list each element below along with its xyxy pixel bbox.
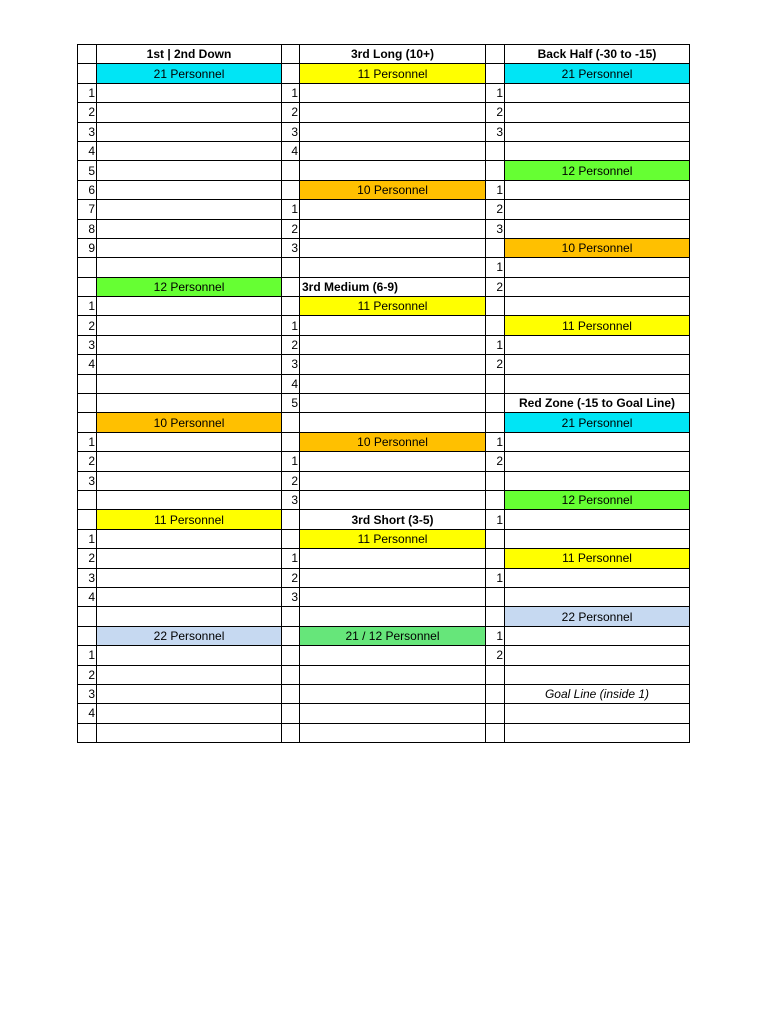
play-number-cell[interactable] bbox=[486, 64, 505, 83]
play-number-cell[interactable]: 1 bbox=[486, 180, 505, 199]
play-entry-cell[interactable] bbox=[505, 355, 690, 374]
play-number-cell[interactable] bbox=[78, 607, 97, 626]
play-entry-cell[interactable] bbox=[97, 607, 282, 626]
sheet-row bbox=[78, 200, 690, 219]
play-number-cell[interactable]: 9 bbox=[78, 238, 97, 257]
play-entry-cell[interactable] bbox=[505, 258, 690, 277]
personnel-group-label[interactable]: 10 Personnel bbox=[505, 238, 690, 257]
personnel-group-label[interactable]: 12 Personnel bbox=[505, 161, 690, 180]
play-number-cell[interactable]: 4 bbox=[282, 374, 300, 393]
play-number-cell[interactable]: 1 bbox=[282, 452, 300, 471]
play-number-cell[interactable] bbox=[78, 413, 97, 432]
play-number-cell[interactable]: 2 bbox=[486, 103, 505, 122]
play-number-cell[interactable]: 2 bbox=[78, 665, 97, 684]
play-entry-cell[interactable] bbox=[505, 529, 690, 548]
play-entry-cell[interactable] bbox=[505, 122, 690, 141]
play-entry-cell[interactable] bbox=[300, 684, 486, 703]
play-number-cell[interactable] bbox=[486, 297, 505, 316]
play-entry-cell[interactable] bbox=[97, 161, 282, 180]
play-number-cell[interactable] bbox=[486, 529, 505, 548]
sheet-row bbox=[78, 64, 690, 83]
play-number-cell[interactable]: 3 bbox=[282, 490, 300, 509]
play-entry-cell[interactable] bbox=[97, 316, 282, 335]
play-entry-cell[interactable] bbox=[300, 161, 486, 180]
personnel-group-label[interactable]: 10 Personnel bbox=[97, 413, 282, 432]
personnel-group-label[interactable]: 11 Personnel bbox=[97, 510, 282, 529]
play-entry-cell[interactable] bbox=[97, 529, 282, 548]
play-number-cell[interactable]: 5 bbox=[78, 161, 97, 180]
play-entry-cell[interactable] bbox=[505, 335, 690, 354]
play-number-cell[interactable]: 1 bbox=[78, 432, 97, 451]
play-number-cell[interactable] bbox=[486, 141, 505, 160]
play-number-cell[interactable] bbox=[282, 665, 300, 684]
play-entry-cell[interactable] bbox=[97, 432, 282, 451]
play-number-cell[interactable] bbox=[486, 471, 505, 490]
play-number-cell[interactable] bbox=[78, 490, 97, 509]
personnel-group-label[interactable]: 11 Personnel bbox=[300, 64, 486, 83]
play-number-cell[interactable]: 1 bbox=[78, 83, 97, 102]
play-entry-cell[interactable] bbox=[505, 180, 690, 199]
sheet-row bbox=[78, 471, 690, 490]
play-number-cell[interactable] bbox=[486, 704, 505, 723]
play-entry-cell[interactable] bbox=[300, 452, 486, 471]
play-entry-cell[interactable] bbox=[97, 684, 282, 703]
sheet-row bbox=[78, 394, 690, 413]
sheet-body bbox=[78, 45, 690, 743]
play-number-cell[interactable]: 2 bbox=[486, 277, 505, 296]
play-number-cell[interactable]: 3 bbox=[78, 335, 97, 354]
play-number-cell[interactable]: 2 bbox=[486, 452, 505, 471]
play-entry-cell[interactable] bbox=[505, 471, 690, 490]
play-number-cell[interactable] bbox=[78, 45, 97, 64]
play-entry-cell[interactable] bbox=[300, 665, 486, 684]
goal-line-label[interactable]: Goal Line (inside 1) bbox=[505, 684, 690, 703]
personnel-group-label[interactable]: 22 Personnel bbox=[97, 626, 282, 645]
play-number-cell[interactable]: 1 bbox=[282, 200, 300, 219]
personnel-group-label[interactable]: 21 / 12 Personnel bbox=[300, 626, 486, 645]
sheet-row bbox=[78, 490, 690, 509]
play-entry-cell[interactable] bbox=[97, 665, 282, 684]
play-entry-cell[interactable] bbox=[300, 394, 486, 413]
play-number-cell[interactable]: 1 bbox=[486, 335, 505, 354]
play-number-cell[interactable] bbox=[282, 529, 300, 548]
sheet-row bbox=[78, 316, 690, 335]
play-entry-cell[interactable] bbox=[505, 103, 690, 122]
personnel-group-label[interactable]: 10 Personnel bbox=[300, 432, 486, 451]
play-entry-cell[interactable] bbox=[300, 723, 486, 742]
play-number-cell[interactable]: 2 bbox=[78, 316, 97, 335]
sheet-row bbox=[78, 626, 690, 645]
play-entry-cell[interactable] bbox=[300, 549, 486, 568]
play-number-cell[interactable]: 3 bbox=[486, 219, 505, 238]
play-number-cell[interactable] bbox=[78, 510, 97, 529]
sheet-row bbox=[78, 103, 690, 122]
play-entry-cell[interactable] bbox=[97, 490, 282, 509]
personnel-group-label[interactable]: 21 Personnel bbox=[97, 64, 282, 83]
play-entry-cell[interactable] bbox=[505, 510, 690, 529]
sheet-row bbox=[78, 122, 690, 141]
play-number-cell[interactable] bbox=[282, 684, 300, 703]
sheet-row bbox=[78, 297, 690, 316]
sheet-row bbox=[78, 413, 690, 432]
play-entry-cell[interactable] bbox=[505, 83, 690, 102]
play-call-sheet bbox=[77, 44, 690, 743]
play-entry-cell[interactable] bbox=[300, 258, 486, 277]
play-number-cell[interactable]: 4 bbox=[78, 141, 97, 160]
play-number-cell[interactable]: 1 bbox=[78, 646, 97, 665]
sheet-row bbox=[78, 45, 690, 64]
play-number-cell[interactable]: 3 bbox=[78, 122, 97, 141]
play-entry-cell[interactable] bbox=[505, 626, 690, 645]
play-entry-cell[interactable] bbox=[97, 238, 282, 257]
play-number-cell[interactable] bbox=[78, 258, 97, 277]
play-number-cell[interactable]: 3 bbox=[486, 122, 505, 141]
play-number-cell[interactable] bbox=[282, 258, 300, 277]
sheet-row bbox=[78, 568, 690, 587]
play-entry-cell[interactable] bbox=[97, 180, 282, 199]
play-number-cell[interactable] bbox=[486, 413, 505, 432]
play-entry-cell[interactable] bbox=[97, 704, 282, 723]
play-entry-cell[interactable] bbox=[300, 200, 486, 219]
play-number-cell[interactable] bbox=[486, 490, 505, 509]
sheet-row bbox=[78, 277, 690, 296]
play-number-cell[interactable] bbox=[486, 684, 505, 703]
play-number-cell[interactable] bbox=[486, 587, 505, 606]
play-number-cell[interactable]: 1 bbox=[486, 83, 505, 102]
play-number-cell[interactable] bbox=[486, 45, 505, 64]
play-entry-cell[interactable] bbox=[97, 549, 282, 568]
play-number-cell[interactable] bbox=[282, 432, 300, 451]
play-number-cell[interactable] bbox=[78, 277, 97, 296]
play-entry-cell[interactable] bbox=[505, 432, 690, 451]
play-number-cell[interactable]: 3 bbox=[282, 355, 300, 374]
play-entry-cell[interactable] bbox=[97, 355, 282, 374]
play-entry-cell[interactable] bbox=[300, 238, 486, 257]
play-entry-cell[interactable] bbox=[300, 704, 486, 723]
play-number-cell[interactable] bbox=[78, 394, 97, 413]
section-header[interactable]: Back Half (-30 to -15) bbox=[505, 45, 690, 64]
play-number-cell[interactable] bbox=[282, 413, 300, 432]
play-number-cell[interactable] bbox=[282, 45, 300, 64]
section-header[interactable]: Red Zone (-15 to Goal Line) bbox=[505, 394, 690, 413]
sheet-row bbox=[78, 549, 690, 568]
play-number-cell[interactable]: 2 bbox=[78, 103, 97, 122]
play-number-cell[interactable]: 4 bbox=[78, 704, 97, 723]
play-entry-cell[interactable] bbox=[300, 219, 486, 238]
play-number-cell[interactable] bbox=[78, 64, 97, 83]
play-number-cell[interactable]: 5 bbox=[282, 394, 300, 413]
sheet-row bbox=[78, 335, 690, 354]
sheet-row bbox=[78, 141, 690, 160]
play-entry-cell[interactable] bbox=[97, 297, 282, 316]
play-entry-cell[interactable] bbox=[97, 200, 282, 219]
play-number-cell[interactable]: 4 bbox=[78, 587, 97, 606]
play-entry-cell[interactable] bbox=[97, 646, 282, 665]
section-header[interactable]: 3rd Short (3-5) bbox=[300, 510, 486, 529]
play-number-cell[interactable] bbox=[486, 161, 505, 180]
play-number-cell[interactable]: 3 bbox=[78, 471, 97, 490]
play-entry-cell[interactable] bbox=[97, 471, 282, 490]
play-number-cell[interactable]: 1 bbox=[78, 529, 97, 548]
play-entry-cell[interactable] bbox=[97, 141, 282, 160]
play-number-cell[interactable]: 1 bbox=[78, 297, 97, 316]
personnel-group-label[interactable]: 21 Personnel bbox=[505, 413, 690, 432]
play-entry-cell[interactable] bbox=[505, 277, 690, 296]
play-entry-cell[interactable] bbox=[300, 607, 486, 626]
play-number-cell[interactable] bbox=[282, 277, 300, 296]
play-entry-cell[interactable] bbox=[505, 297, 690, 316]
sheet-row bbox=[78, 510, 690, 529]
play-number-cell[interactable]: 1 bbox=[282, 83, 300, 102]
play-entry-cell[interactable] bbox=[97, 219, 282, 238]
play-entry-cell[interactable] bbox=[97, 374, 282, 393]
play-number-cell[interactable] bbox=[282, 64, 300, 83]
play-number-cell[interactable]: 3 bbox=[282, 238, 300, 257]
section-header[interactable]: 1st | 2nd Down bbox=[97, 45, 282, 64]
play-entry-cell[interactable] bbox=[505, 665, 690, 684]
play-number-cell[interactable] bbox=[282, 646, 300, 665]
play-entry-cell[interactable] bbox=[505, 200, 690, 219]
play-entry-cell[interactable] bbox=[300, 374, 486, 393]
play-entry-cell[interactable] bbox=[300, 471, 486, 490]
personnel-group-label[interactable]: 11 Personnel bbox=[505, 549, 690, 568]
play-number-cell[interactable]: 2 bbox=[486, 355, 505, 374]
play-entry-cell[interactable] bbox=[505, 704, 690, 723]
play-entry-cell[interactable] bbox=[97, 103, 282, 122]
play-entry-cell[interactable] bbox=[300, 316, 486, 335]
sheet-row bbox=[78, 374, 690, 393]
sheet-row bbox=[78, 646, 690, 665]
play-entry-cell[interactable] bbox=[300, 103, 486, 122]
personnel-group-label[interactable]: 21 Personnel bbox=[505, 64, 690, 83]
sheet-row bbox=[78, 452, 690, 471]
personnel-group-label[interactable]: 11 Personnel bbox=[505, 316, 690, 335]
play-entry-cell[interactable] bbox=[300, 83, 486, 102]
play-number-cell[interactable]: 2 bbox=[282, 103, 300, 122]
play-number-cell[interactable]: 2 bbox=[486, 200, 505, 219]
play-number-cell[interactable]: 3 bbox=[78, 684, 97, 703]
play-number-cell[interactable]: 6 bbox=[78, 180, 97, 199]
play-entry-cell[interactable] bbox=[505, 141, 690, 160]
play-entry-cell[interactable] bbox=[505, 587, 690, 606]
play-number-cell[interactable]: 1 bbox=[282, 549, 300, 568]
sheet-row bbox=[78, 161, 690, 180]
personnel-group-label[interactable]: 12 Personnel bbox=[97, 277, 282, 296]
personnel-group-label[interactable]: 12 Personnel bbox=[505, 490, 690, 509]
play-number-cell[interactable] bbox=[282, 607, 300, 626]
play-entry-cell[interactable] bbox=[300, 122, 486, 141]
sheet-row bbox=[78, 607, 690, 626]
sheet-row bbox=[78, 83, 690, 102]
play-entry-cell[interactable] bbox=[97, 568, 282, 587]
play-number-cell[interactable] bbox=[486, 374, 505, 393]
play-number-cell[interactable]: 2 bbox=[486, 646, 505, 665]
play-number-cell[interactable]: 1 bbox=[486, 568, 505, 587]
section-header[interactable]: 3rd Long (10+) bbox=[300, 45, 486, 64]
play-entry-cell[interactable] bbox=[300, 646, 486, 665]
play-entry-cell[interactable] bbox=[300, 490, 486, 509]
play-number-cell[interactable] bbox=[486, 549, 505, 568]
sheet-row bbox=[78, 238, 690, 257]
play-entry-cell[interactable] bbox=[97, 587, 282, 606]
play-number-cell[interactable]: 2 bbox=[282, 471, 300, 490]
play-number-cell[interactable] bbox=[486, 316, 505, 335]
play-number-cell[interactable]: 4 bbox=[78, 355, 97, 374]
sheet-row bbox=[78, 723, 690, 742]
play-entry-cell[interactable] bbox=[97, 452, 282, 471]
play-number-cell[interactable] bbox=[282, 704, 300, 723]
play-entry-cell[interactable] bbox=[300, 587, 486, 606]
play-number-cell[interactable]: 3 bbox=[282, 122, 300, 141]
play-number-cell[interactable] bbox=[282, 180, 300, 199]
play-entry-cell[interactable] bbox=[300, 141, 486, 160]
play-number-cell[interactable]: 1 bbox=[486, 432, 505, 451]
play-entry-cell[interactable] bbox=[300, 568, 486, 587]
play-entry-cell[interactable] bbox=[300, 413, 486, 432]
play-number-cell[interactable] bbox=[282, 723, 300, 742]
personnel-group-label[interactable]: 22 Personnel bbox=[505, 607, 690, 626]
play-entry-cell[interactable] bbox=[97, 723, 282, 742]
sheet-row bbox=[78, 704, 690, 723]
play-number-cell[interactable] bbox=[282, 626, 300, 645]
play-number-cell[interactable] bbox=[486, 665, 505, 684]
sheet-row bbox=[78, 587, 690, 606]
sheet-row bbox=[78, 219, 690, 238]
play-entry-cell[interactable] bbox=[97, 394, 282, 413]
play-entry-cell[interactable] bbox=[97, 258, 282, 277]
play-number-cell[interactable] bbox=[282, 510, 300, 529]
play-entry-cell[interactable] bbox=[505, 568, 690, 587]
play-entry-cell[interactable] bbox=[300, 335, 486, 354]
section-header[interactable]: 3rd Medium (6-9) bbox=[300, 277, 486, 296]
sheet-row bbox=[78, 665, 690, 684]
sheet-row bbox=[78, 258, 690, 277]
play-number-cell[interactable]: 2 bbox=[78, 452, 97, 471]
play-entry-cell[interactable] bbox=[505, 452, 690, 471]
play-number-cell[interactable]: 1 bbox=[486, 626, 505, 645]
play-number-cell[interactable]: 8 bbox=[78, 219, 97, 238]
play-entry-cell[interactable] bbox=[97, 335, 282, 354]
play-number-cell[interactable]: 3 bbox=[78, 568, 97, 587]
play-entry-cell[interactable] bbox=[97, 83, 282, 102]
play-number-cell[interactable]: 3 bbox=[282, 587, 300, 606]
play-number-cell[interactable] bbox=[78, 374, 97, 393]
play-number-cell[interactable]: 7 bbox=[78, 200, 97, 219]
play-entry-cell[interactable] bbox=[300, 355, 486, 374]
play-entry-cell[interactable] bbox=[505, 374, 690, 393]
play-entry-cell[interactable] bbox=[97, 122, 282, 141]
play-number-cell[interactable] bbox=[78, 626, 97, 645]
personnel-group-label[interactable]: 10 Personnel bbox=[300, 180, 486, 199]
play-number-cell[interactable]: 1 bbox=[486, 258, 505, 277]
play-number-cell[interactable]: 1 bbox=[486, 510, 505, 529]
play-number-cell[interactable]: 1 bbox=[282, 316, 300, 335]
play-number-cell[interactable]: 4 bbox=[282, 141, 300, 160]
play-number-cell[interactable]: 2 bbox=[282, 335, 300, 354]
play-number-cell[interactable] bbox=[486, 394, 505, 413]
play-entry-cell[interactable] bbox=[505, 219, 690, 238]
play-number-cell[interactable] bbox=[486, 607, 505, 626]
personnel-group-label[interactable]: 11 Personnel bbox=[300, 297, 486, 316]
play-number-cell[interactable] bbox=[486, 723, 505, 742]
personnel-group-label[interactable]: 11 Personnel bbox=[300, 529, 486, 548]
play-number-cell[interactable] bbox=[486, 238, 505, 257]
play-number-cell[interactable] bbox=[78, 723, 97, 742]
play-number-cell[interactable]: 2 bbox=[282, 219, 300, 238]
play-entry-cell[interactable] bbox=[505, 723, 690, 742]
sheet-row bbox=[78, 355, 690, 374]
play-entry-cell[interactable] bbox=[505, 646, 690, 665]
sheet-row bbox=[78, 180, 690, 199]
play-number-cell[interactable] bbox=[282, 161, 300, 180]
play-number-cell[interactable]: 2 bbox=[282, 568, 300, 587]
sheet-row bbox=[78, 529, 690, 548]
sheet-row bbox=[78, 684, 690, 703]
play-number-cell[interactable] bbox=[282, 297, 300, 316]
sheet-row bbox=[78, 432, 690, 451]
play-number-cell[interactable]: 2 bbox=[78, 549, 97, 568]
